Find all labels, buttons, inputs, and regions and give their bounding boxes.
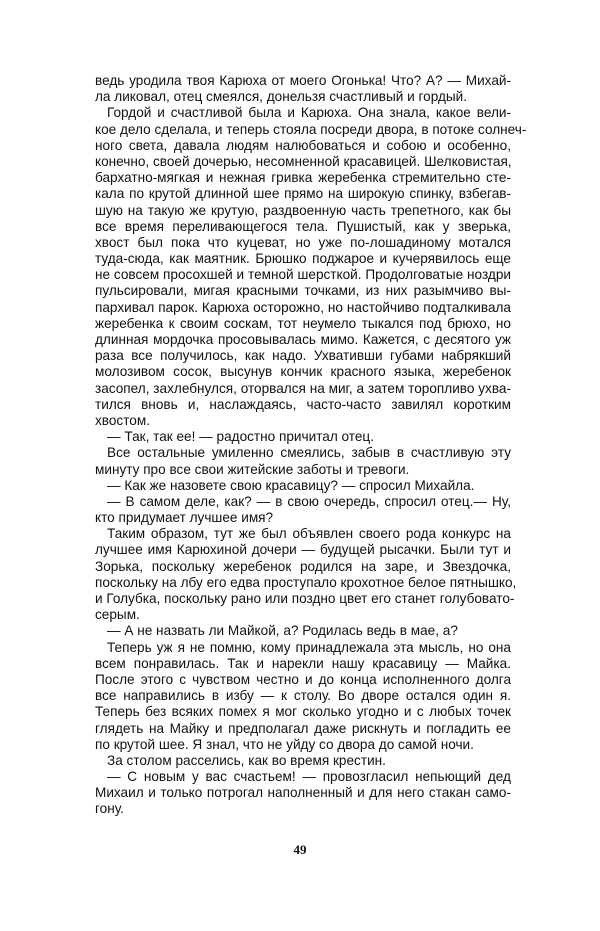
text-line: — Как же назовете свою красавицу? — спросил Михайла. — [107, 477, 475, 493]
text-line: жеребенка к своим соскам, тот неумело тыкался под брюхо, но — [95, 315, 511, 331]
text-line: всем понравилась. Так и нарекли нашу красавицу — Майка. — [95, 655, 511, 671]
text-line: Все остальные умиленно смеялись, забыв в счастливую эту — [107, 445, 511, 461]
text-line: хвост был пока что куцеват, но уже по-лошадиному мотался — [95, 234, 511, 250]
text-line: кала по крутой длинной шее прямо на широкую спинку, взбегав- — [95, 186, 511, 202]
text-line: кое дело сделала, и теперь стояла посреди двора, в потоке солнеч- — [95, 121, 527, 137]
text-line: — А не назвать ли Майкой, а? Родилась ведь в мае, а? — [107, 623, 458, 639]
text-line: конечно, своей дочерью, несомненной красавицей. Шелковистая, — [95, 153, 512, 169]
text-line: гону. — [95, 801, 124, 817]
paragraph — [95, 623, 511, 639]
text-line: и Голубка, поскольку рано или поздно цвет его станет голубовато- — [95, 591, 515, 606]
text-line: все время переливающегося тела. Пушистый, как у зверька, — [95, 218, 511, 234]
paragraph — [95, 769, 511, 818]
paragraph — [95, 494, 511, 526]
text-line: шую на такую же крутую, раздвоенную часть трепетного, как бы — [95, 202, 511, 218]
paragraph — [95, 429, 511, 445]
text-line: кто придумает лучшее имя? — [95, 510, 274, 526]
text-line: тился вновь и, наслаждаясь, часто-часто завилял коротким — [95, 396, 511, 412]
text-line: глядеть на Майку и предполагал даже рискнуть и погладить ее — [95, 720, 511, 736]
text-line: После этого с чувством честно и до конца исполненного долга — [95, 671, 511, 687]
text-line: длинная мордочка просовывалась мимо. Кажется, с десятого уж — [95, 332, 511, 347]
text-line: — Так, так ее! — радостно причитал отец. — [107, 429, 374, 445]
text-line: все направились в избу — к столу. Во дворе остался один я. — [95, 688, 511, 704]
text-line: Таким образом, тут же был объявлен своего рода конкурс на — [107, 526, 511, 542]
page-text — [95, 73, 527, 818]
text-line: — В самом деле, как? — в свою очередь, спросил отец.— Ну, — [107, 493, 511, 509]
text-line: ного света, давала людям налюбоваться и собою и особенно, — [95, 137, 511, 153]
text-line: хвостом. — [95, 412, 150, 428]
text-line: Зорька, поскольку жеребенок родился на заре, и Звездочка, — [95, 558, 511, 574]
text-line: молозивом сосок, высунув кончик красного языка, жеребенок — [95, 364, 511, 380]
paragraph — [95, 105, 527, 429]
text-line: пульсировали, мигая красными точками, из них разымчиво вы- — [95, 283, 511, 299]
text-line: раза все получилось, как надо. Ухвативши губами набрякший — [95, 348, 511, 364]
text-line: пархивал парок. Карюха осторожно, но настойчиво подталкивала — [95, 299, 511, 315]
text-line: Михаил и только потрогал наполненный и для него стакан само- — [95, 785, 511, 801]
text-line: ведь уродила твоя Карюха от моего Огонька! Что? А? — Михай- — [95, 73, 511, 88]
paragraph — [95, 753, 511, 769]
text-line: лучшее имя Карюхиной дочери — будущей рысачки. Были тут и — [95, 542, 511, 558]
text-line: Теперь уж я не помню, кому принадлежала эта мысль, но она — [107, 639, 511, 655]
text-line: За столом расселись, как во время крестин. — [107, 752, 386, 768]
text-line: Гордой и счастливой была и Карюха. Она знала, какое вели- — [107, 105, 511, 121]
paragraph — [95, 73, 511, 105]
text-line: туда-сюда, как маятник. Брюшко поджарое и кучерявилось еще — [95, 251, 511, 267]
text-line: засопел, захлебнулся, оторвался на миг, а затем торопливо ухва- — [95, 380, 511, 396]
text-line: не совсем просохшей и темной шерсткой. Продолговатые ноздри — [95, 267, 511, 283]
text-line: по крутой шее. Я знал, что не уйду со двора до самой ночи. — [95, 736, 474, 752]
text-line: поскольку на лбу его едва проступало крохотное белое пятнышко, — [95, 574, 517, 590]
paragraph — [95, 445, 511, 477]
text-line: бархатно-мягкая и нежная гривка жеребенка стремительно сте- — [95, 170, 511, 186]
text-line: серым. — [95, 607, 140, 623]
paragraph — [95, 640, 511, 753]
text-line: ла ликовал, отец смеялся, донельзя счастливый и гордый. — [95, 89, 468, 105]
text-line: — С новым у вас счастьем! — провозгласил непьющий дед — [107, 769, 511, 785]
page-number: 49 — [293, 842, 307, 857]
paragraph — [95, 526, 517, 623]
paragraph — [95, 478, 511, 494]
text-line: минуту про все свои житейские заботы и тревоги. — [95, 461, 410, 477]
text-line: Теперь без всяких помех я мог сколько угодно и с любых точек — [95, 704, 511, 720]
